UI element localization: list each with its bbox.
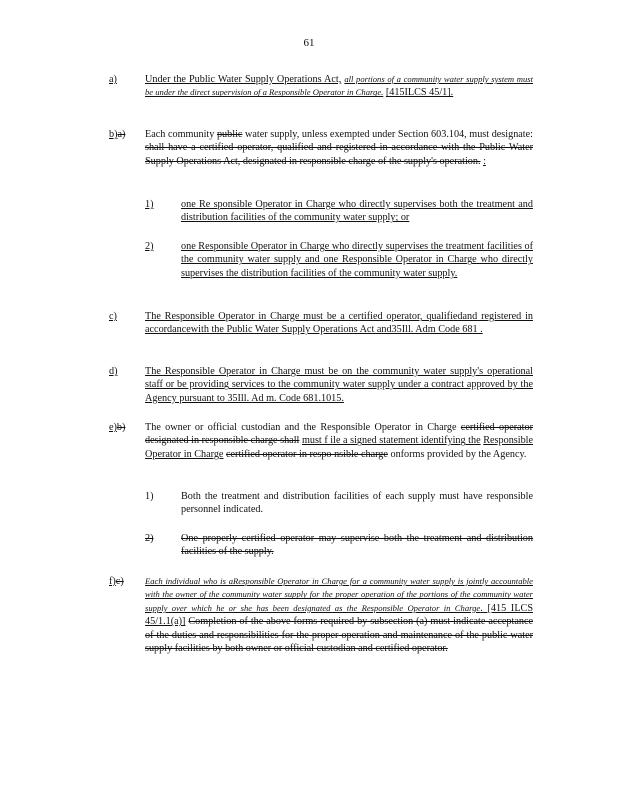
section-a-citation: [415ILCS 45/1].: [385, 87, 454, 99]
section-f-citation: . [415 ILCS 45/1.1(a)]: [145, 602, 534, 628]
section-d-text: The Responsible Operator in Charge must be on the community water supply's operational staff or be providing services to the community water supply under a contract approved by the Agency pursuant to 35Ill. Ad m. Code 681.1015.: [145, 366, 533, 404]
section-e-item-2-label: 2): [145, 533, 154, 544]
section-b-label-new: b): [109, 129, 118, 140]
section-e-label: [109, 421, 125, 434]
section-e-deleted-2: certified operator in respo nsible charge: [226, 448, 388, 460]
section-e-text-2: must f ile a signed statement identifying the: [301, 435, 481, 447]
section-b-label-old: a): [117, 129, 126, 140]
page-number: 61: [303, 37, 315, 49]
section-a-quote: all portions of a community water supply system must be under the direct supervision of a Responsible Operator in Charge.: [145, 74, 534, 98]
section-e-deleted-1: certified operator designated in responsible charge shall: [145, 422, 533, 447]
section-a-label: a): [109, 74, 117, 85]
section-a-text: [145, 73, 533, 100]
section-b-item-1-text: one Re sponsible Operator in Charge who directly supervises both the treatment and distribution facilities of the community water supply; or: [181, 199, 533, 224]
section-e-label-new: e): [109, 422, 117, 433]
section-b-colon: :: [483, 155, 486, 167]
section-f-label-new: f): [109, 576, 116, 587]
section-e-roc: Responsible Operator in Charge: [145, 435, 534, 460]
section-c-text: The Responsible Operator in Charge must be a certified operator, qualifiedand registered in accordancewith the Public Water Supply Operations Act and35Ill. Adm Code 681 .: [145, 311, 533, 336]
section-f-label: [109, 575, 124, 588]
section-b-item-2-label: 2): [145, 241, 154, 252]
section-b-item-1-label: 1): [145, 199, 154, 210]
section-e-label-old: b): [116, 422, 126, 433]
section-b-text: [145, 128, 533, 168]
section-f-label-old: c): [115, 576, 124, 587]
section-e-item-1-label: 1): [145, 491, 154, 502]
section-c-label: c): [109, 311, 117, 322]
section-e-text-1: The owner or official custodian and the Responsible Operator in Charge: [145, 422, 457, 433]
section-b-text-2: water supply, unless exempted under Section 603.104, must designate:: [245, 129, 533, 140]
section-a-text-1: Under the Public Water Supply Operations Act,: [145, 74, 342, 85]
section-b-text-1: Each community: [145, 129, 215, 140]
section-e-text-3: onforms provided by the Agency.: [390, 448, 527, 460]
section-e-item-2-text: One properly certified operator may supervise both the treatment and distribution facilities of the supply.: [181, 533, 533, 558]
section-f-text: [145, 575, 533, 655]
section-f-quote: Each individual who is aResponsible Operator in Charge for a community water supply is jointly accountable with the owner of the community water supply for the proper operation of the portions of the community water supply over which he or she has been designated as the Responsible Operator in Charge: [145, 576, 533, 613]
section-e-text: [145, 421, 533, 461]
section-f-deleted-text: Completion of the above forms required by subsection (a) must indicate acceptance of the duties and responsibilities for the proper operation and maintenance of the public water supply facilities by both owner or official custodian and certified operator.: [145, 616, 533, 655]
section-e-item-1-text: Both the treatment and distribution facilities of each supply must have responsible personnel indicated.: [181, 491, 533, 516]
section-b-deleted-public: public: [216, 129, 243, 140]
section-b-label: [109, 128, 125, 141]
section-b-deleted-text: shall have a certified operator, qualified and registered in accordance with the Public Water Supply Operations Act, designated in responsible charge of the supply's operation.: [145, 142, 533, 167]
section-b-item-2-text: one Responsible Operator in Charge who directly supervises the treatment facilities of the community water supply and one Responsible Operator in Charge who directly supervises the distribution facilities of the community water supply.: [181, 241, 533, 279]
section-d-label: d): [109, 366, 118, 377]
